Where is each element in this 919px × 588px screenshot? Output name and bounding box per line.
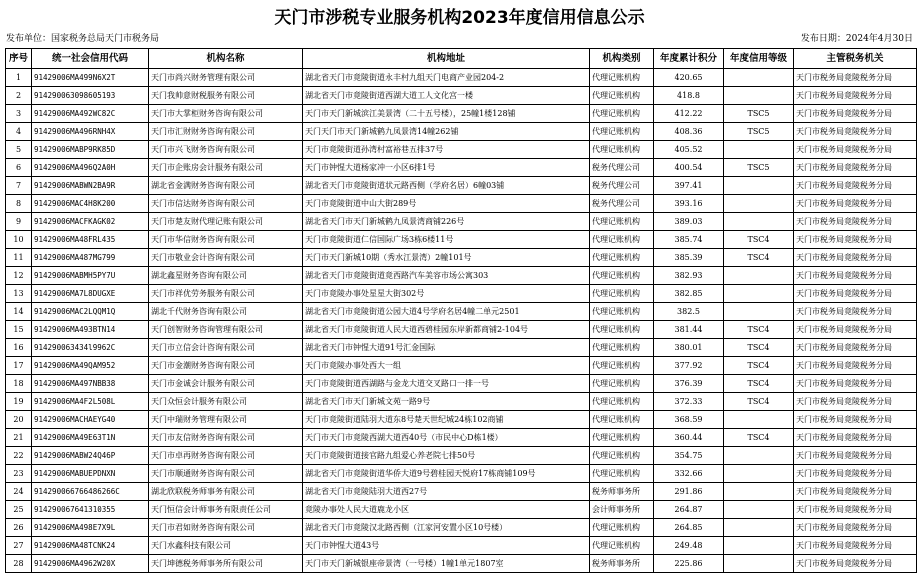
cell-org-name: 天门市信达财务咨询有限公司 — [149, 195, 303, 213]
cell-tax-authority: 天门市税务局竟陵税务分局 — [794, 303, 917, 321]
cell-credit-code: 91429006MA492WC82C — [32, 105, 149, 123]
cell-category: 代理记账机构 — [590, 285, 654, 303]
cell-tax-authority: 天门市税务局竟陵税务分局 — [794, 375, 917, 393]
cell-index: 13 — [6, 285, 32, 303]
cell-tax-authority: 天门市税务局竟陵税务分局 — [794, 447, 917, 465]
table-row — [6, 123, 917, 141]
cell-address: 湖北省天门市竟陵汉北路西侧（江家河安置小区10号楼） — [303, 519, 590, 537]
table-row — [6, 429, 917, 447]
cell-grade — [724, 519, 794, 537]
cell-credit-code: 91429006MA497NBB38 — [32, 375, 149, 393]
col-header-address: 机构地址 — [303, 49, 590, 69]
cell-grade: TSC4 — [724, 249, 794, 267]
cell-score: 354.75 — [654, 447, 724, 465]
cell-category: 代理记账机构 — [590, 105, 654, 123]
cell-address: 湖北省天门市天门新城文苑一路9号 — [303, 393, 590, 411]
cell-category: 税务师事务所 — [590, 483, 654, 501]
cell-score: 380.01 — [654, 339, 724, 357]
cell-org-name: 天门市大掌柜财务咨询有限公司 — [149, 105, 303, 123]
cell-index: 3 — [6, 105, 32, 123]
cell-org-name: 天门市楚友财代理记账有限公司 — [149, 213, 303, 231]
cell-score: 420.65 — [654, 69, 724, 87]
credit-info-table — [5, 48, 917, 573]
cell-address: 湖北省天门市竟陵街道永丰村九组天门电商产业园204-2 — [303, 69, 590, 87]
cell-score: 393.16 — [654, 195, 724, 213]
cell-tax-authority: 天门市税务局竟陵税务分局 — [794, 429, 917, 447]
cell-grade — [724, 285, 794, 303]
cell-credit-code: 91429006MA4F2L508L — [32, 393, 149, 411]
cell-credit-code: 91429006MABP9RK85D — [32, 141, 149, 159]
col-header-grade: 年度信用等级 — [724, 49, 794, 69]
cell-category: 代理记账机构 — [590, 87, 654, 105]
cell-address: 湖北省天门市竟陵街道状元路西侧（学府名居）6幢03铺 — [303, 177, 590, 195]
cell-index: 19 — [6, 393, 32, 411]
cell-org-name: 湖北欣联税务师事务有限公司 — [149, 483, 303, 501]
cell-credit-code: 914290066766486266C — [32, 483, 149, 501]
cell-tax-authority: 天门市税务局竟陵税务分局 — [794, 231, 917, 249]
cell-category: 代理记账机构 — [590, 393, 654, 411]
cell-tax-authority: 天门市税务局竟陵税务分局 — [794, 141, 917, 159]
cell-index: 16 — [6, 339, 32, 357]
cell-score: 376.39 — [654, 375, 724, 393]
cell-org-name: 天门市兴飞财务咨询有限公司 — [149, 141, 303, 159]
cell-category: 代理记账机构 — [590, 249, 654, 267]
cell-credit-code: 91429006MAC2LQQM1Q — [32, 303, 149, 321]
cell-credit-code: 91429006MA496RNH4X — [32, 123, 149, 141]
cell-tax-authority: 天门市税务局竟陵税务分局 — [794, 87, 917, 105]
cell-index: 22 — [6, 447, 32, 465]
cell-index: 25 — [6, 501, 32, 519]
table-row — [6, 357, 917, 375]
cell-grade — [724, 501, 794, 519]
cell-grade — [724, 177, 794, 195]
cell-address: 天门市天门新城滨江美景湾（二十五号楼），25幢1楼128铺 — [303, 105, 590, 123]
table-row — [6, 69, 917, 87]
table-row — [6, 375, 917, 393]
cell-tax-authority: 天门市税务局竟陵税务分局 — [794, 321, 917, 339]
table-row — [6, 519, 917, 537]
cell-org-name: 天门市顺通财务咨询有限公司 — [149, 465, 303, 483]
cell-org-name: 湖北千代财务咨询有限公司 — [149, 303, 303, 321]
cell-address: 湖北省天门市竟陵街道西湖大道工人文化宫一楼 — [303, 87, 590, 105]
cell-credit-code: 91429006MA499N6X2T — [32, 69, 149, 87]
cell-org-name: 天门市卓再财务咨询有限公司 — [149, 447, 303, 465]
cell-org-name: 天门市尚兴财务管理有限公司 — [149, 69, 303, 87]
cell-index: 17 — [6, 357, 32, 375]
cell-tax-authority: 天门市税务局竟陵税务分局 — [794, 555, 917, 573]
table-row — [6, 447, 917, 465]
cell-category: 税务代理公司 — [590, 195, 654, 213]
cell-grade — [724, 483, 794, 501]
cell-category: 代理记账机构 — [590, 69, 654, 87]
cell-score: 360.44 — [654, 429, 724, 447]
table-row — [6, 213, 917, 231]
cell-score: 264.87 — [654, 501, 724, 519]
cell-org-name: 湖北省金满财务咨询有限公司 — [149, 177, 303, 195]
cell-org-name: 天门市敬业会计咨询有限公司 — [149, 249, 303, 267]
cell-tax-authority: 天门市税务局竟陵税务分局 — [794, 501, 917, 519]
cell-index: 8 — [6, 195, 32, 213]
cell-org-name: 天门市君如财务咨询有限公司 — [149, 519, 303, 537]
col-header-category: 机构类别 — [590, 49, 654, 69]
cell-grade: TSC4 — [724, 321, 794, 339]
cell-score: 372.33 — [654, 393, 724, 411]
cell-grade — [724, 537, 794, 555]
cell-score: 412.22 — [654, 105, 724, 123]
table-row — [6, 465, 917, 483]
cell-credit-code: 91429006MA496Q2A0H — [32, 159, 149, 177]
cell-index: 7 — [6, 177, 32, 195]
cell-grade: TSC5 — [724, 105, 794, 123]
cell-address: 湖北省天门市竟陵陆羽大道西27号 — [303, 483, 590, 501]
cell-address: 天门市竟陵街道西湖路与金龙大道交叉路口一排一号 — [303, 375, 590, 393]
cell-index: 28 — [6, 555, 32, 573]
cell-credit-code: 914290067641310355 — [32, 501, 149, 519]
cell-index: 14 — [6, 303, 32, 321]
cell-credit-code: 91429006MACHAEYG40 — [32, 411, 149, 429]
cell-address: 天门市竟陵街道仁信国际广场3栋6楼11号 — [303, 231, 590, 249]
publisher-label: 发布单位：国家税务总局天门市税务局 — [6, 34, 160, 44]
cell-category: 代理记账机构 — [590, 141, 654, 159]
cell-grade: TSC4 — [724, 375, 794, 393]
cell-org-name: 天门中瑞财务管理有限公司 — [149, 411, 303, 429]
table-row — [6, 393, 917, 411]
cell-score: 408.36 — [654, 123, 724, 141]
cell-address: 天门市竟陵办事处西大一组 — [303, 357, 590, 375]
cell-grade: TSC4 — [724, 393, 794, 411]
cell-org-name: 天门坤德税务师事务所有限公司 — [149, 555, 303, 573]
cell-category: 代理记账机构 — [590, 339, 654, 357]
cell-grade — [724, 213, 794, 231]
cell-address: 湖北省天门市竟陵街道竟西路汽车美容市场公寓303 — [303, 267, 590, 285]
cell-tax-authority: 天门市税务局竟陵税务分局 — [794, 357, 917, 375]
cell-grade — [724, 69, 794, 87]
cell-category: 税务代理公司 — [590, 177, 654, 195]
cell-org-name: 天门市祥优劳务服务有限公司 — [149, 285, 303, 303]
table-row — [6, 105, 917, 123]
table-row — [6, 87, 917, 105]
cell-credit-code: 91429006MA48TCNK24 — [32, 537, 149, 555]
cell-credit-code: 91429006MABUEPDNXN — [32, 465, 149, 483]
cell-tax-authority: 天门市税务局竟陵税务分局 — [794, 285, 917, 303]
cell-category: 代理记账机构 — [590, 465, 654, 483]
cell-tax-authority: 天门市税务局竟陵税务分局 — [794, 123, 917, 141]
cell-score: 400.54 — [654, 159, 724, 177]
cell-org-name: 天门市企账房会计服务有限公司 — [149, 159, 303, 177]
cell-grade — [724, 411, 794, 429]
cell-address: 湖北省天门市天门新城鹤九凤景湾商铺226号 — [303, 213, 590, 231]
cell-address: 天门市天门新城10期（秀水江景湾）2幢101号 — [303, 249, 590, 267]
cell-index: 6 — [6, 159, 32, 177]
table-row — [6, 159, 917, 177]
cell-index: 12 — [6, 267, 32, 285]
cell-org-name: 天门市金诚会计服务有限公司 — [149, 375, 303, 393]
cell-credit-code: 91429006MA49E63T1N — [32, 429, 149, 447]
cell-address: 竟陵办事处人民大道鹿龙小区 — [303, 501, 590, 519]
cell-tax-authority: 天门市税务局竟陵税务分局 — [794, 249, 917, 267]
cell-address: 天门市天门市竟陵西湖大道西40号（市民中心D栋1楼） — [303, 429, 590, 447]
cell-address: 天门市竟陵街道接官路九组爱心养老院七排50号 — [303, 447, 590, 465]
cell-score: 382.85 — [654, 285, 724, 303]
cell-credit-code: 91429006MA7L8DUGXE — [32, 285, 149, 303]
cell-address: 天门市天门新城银座帝景湾（一号楼）1幢1单元1807室 — [303, 555, 590, 573]
cell-score: 225.86 — [654, 555, 724, 573]
cell-credit-code: 91429006MABWN2BA9R — [32, 177, 149, 195]
cell-score: 291.86 — [654, 483, 724, 501]
cell-credit-code: 91429006MA487MG799 — [32, 249, 149, 267]
cell-grade — [724, 195, 794, 213]
table-row — [6, 249, 917, 267]
cell-address: 天门天门市天门新城鹤九凤景湾14幢262铺 — [303, 123, 590, 141]
cell-grade — [724, 141, 794, 159]
cell-index: 23 — [6, 465, 32, 483]
col-header-index: 序号 — [6, 49, 32, 69]
cell-index: 24 — [6, 483, 32, 501]
table-row — [6, 555, 917, 573]
cell-credit-code: 91429006MA4962W20X — [32, 555, 149, 573]
cell-score: 385.74 — [654, 231, 724, 249]
cell-tax-authority: 天门市税务局竟陵税务分局 — [794, 267, 917, 285]
cell-tax-authority: 天门市税务局竟陵税务分局 — [794, 69, 917, 87]
cell-category: 代理记账机构 — [590, 519, 654, 537]
cell-score: 385.39 — [654, 249, 724, 267]
table-row — [6, 537, 917, 555]
cell-grade: TSC5 — [724, 159, 794, 177]
cell-category: 代理记账机构 — [590, 303, 654, 321]
cell-grade: TSC4 — [724, 231, 794, 249]
cell-address: 天门市钟惺大道杨家冲一小区6排1号 — [303, 159, 590, 177]
cell-index: 1 — [6, 69, 32, 87]
cell-org-name: 天门我帅意财税服务有限公司 — [149, 87, 303, 105]
cell-tax-authority: 天门市税务局竟陵税务分局 — [794, 195, 917, 213]
table-row — [6, 303, 917, 321]
cell-org-name: 天门市立信会计咨询有限公司 — [149, 339, 303, 357]
cell-index: 10 — [6, 231, 32, 249]
cell-tax-authority: 天门市税务局竟陵税务分局 — [794, 213, 917, 231]
cell-address: 天门市竟陵街道陆羽大道东8号楚天世纪城24栋102商铺 — [303, 411, 590, 429]
cell-index: 9 — [6, 213, 32, 231]
cell-category: 代理记账机构 — [590, 411, 654, 429]
cell-category: 代理记账机构 — [590, 231, 654, 249]
publish-date-label: 发布日期：2024年4月30日 — [800, 34, 913, 44]
cell-score: 377.92 — [654, 357, 724, 375]
cell-score: 389.03 — [654, 213, 724, 231]
cell-address: 天门市钟惺大道43号 — [303, 537, 590, 555]
cell-category: 税务代理公司 — [590, 159, 654, 177]
cell-grade — [724, 447, 794, 465]
cell-tax-authority: 天门市税务局竟陵税务分局 — [794, 519, 917, 537]
cell-address: 湖北省天门市竟陵街道华侨大道9号碧桂园天悦府17栋商铺109号 — [303, 465, 590, 483]
cell-score: 332.66 — [654, 465, 724, 483]
cell-tax-authority: 天门市税务局竟陵税务分局 — [794, 105, 917, 123]
cell-score: 397.41 — [654, 177, 724, 195]
cell-category: 代理记账机构 — [590, 123, 654, 141]
cell-org-name: 天门市华信财务咨询有限公司 — [149, 231, 303, 249]
cell-credit-code: 914290063434l9962C — [32, 339, 149, 357]
cell-tax-authority: 天门市税务局竟陵税务分局 — [794, 483, 917, 501]
cell-category: 税务师事务所 — [590, 555, 654, 573]
cell-credit-code: 914290063098605193 — [32, 87, 149, 105]
table-row — [6, 141, 917, 159]
cell-category: 代理记账机构 — [590, 267, 654, 285]
cell-score: 382.93 — [654, 267, 724, 285]
cell-address: 湖北省天门市竟陵街道人民大道西碧桂园东岸新都商铺2-104号 — [303, 321, 590, 339]
cell-grade — [724, 465, 794, 483]
cell-org-name: 天门市金潮财务咨询有限公司 — [149, 357, 303, 375]
cell-tax-authority: 天门市税务局竟陵税务分局 — [794, 465, 917, 483]
cell-category: 代理记账机构 — [590, 429, 654, 447]
cell-credit-code: 91429006MABMH5PY7U — [32, 267, 149, 285]
table-row — [6, 231, 917, 249]
cell-org-name: 天门市汇财财务咨询有限公司 — [149, 123, 303, 141]
table-row — [6, 177, 917, 195]
col-header-score: 年度累计积分 — [654, 49, 724, 69]
cell-credit-code: 91429006MA493BTN14 — [32, 321, 149, 339]
cell-score: 264.85 — [654, 519, 724, 537]
cell-index: 2 — [6, 87, 32, 105]
cell-index: 21 — [6, 429, 32, 447]
cell-index: 27 — [6, 537, 32, 555]
cell-index: 18 — [6, 375, 32, 393]
cell-score: 418.8 — [654, 87, 724, 105]
cell-index: 15 — [6, 321, 32, 339]
cell-category: 代理记账机构 — [590, 375, 654, 393]
cell-grade: TSC4 — [724, 339, 794, 357]
cell-category: 代理记账机构 — [590, 357, 654, 375]
cell-address: 湖北省天门市钟惺大道91号汇金国际 — [303, 339, 590, 357]
table-row — [6, 267, 917, 285]
cell-credit-code: 91429006MA48FRL435 — [32, 231, 149, 249]
cell-credit-code: 91429006MAC4H8K200 — [32, 195, 149, 213]
cell-credit-code: 91429006MACFKAGK02 — [32, 213, 149, 231]
cell-category: 代理记账机构 — [590, 321, 654, 339]
table-body — [6, 69, 917, 573]
cell-tax-authority: 天门市税务局竟陵税务分局 — [794, 411, 917, 429]
cell-org-name: 天门众恒会计服务有限公司 — [149, 393, 303, 411]
cell-address: 天门市竟陵街道孙湾村富裕巷五排37号 — [303, 141, 590, 159]
cell-credit-code: 91429006MA49QAM952 — [32, 357, 149, 375]
cell-category: 会计师事务所 — [590, 501, 654, 519]
cell-category: 代理记账机构 — [590, 447, 654, 465]
cell-tax-authority: 天门市税务局竟陵税务分局 — [794, 393, 917, 411]
table-header-row — [6, 49, 917, 69]
cell-score: 249.48 — [654, 537, 724, 555]
cell-address: 天门市竟陵街道中山大街289号 — [303, 195, 590, 213]
cell-credit-code: 91429006MABW24Q46P — [32, 447, 149, 465]
table-row — [6, 321, 917, 339]
cell-index: 11 — [6, 249, 32, 267]
cell-category: 代理记账机构 — [590, 537, 654, 555]
cell-index: 26 — [6, 519, 32, 537]
cell-tax-authority: 天门市税务局竟陵税务分局 — [794, 339, 917, 357]
cell-org-name: 天门创智财务咨询管理有限公司 — [149, 321, 303, 339]
cell-index: 5 — [6, 141, 32, 159]
cell-org-name: 天门水鑫科技有限公司 — [149, 537, 303, 555]
cell-org-name: 天门恒信会计师事务有限责任公司 — [149, 501, 303, 519]
cell-tax-authority: 天门市税务局竟陵税务分局 — [794, 177, 917, 195]
cell-org-name: 天门市友信财务咨询有限公司 — [149, 429, 303, 447]
table-row — [6, 411, 917, 429]
cell-grade — [724, 555, 794, 573]
table-row — [6, 195, 917, 213]
table-row — [6, 483, 917, 501]
table-row — [6, 285, 917, 303]
col-header-tax-authority: 主管税务机关 — [794, 49, 917, 69]
cell-score: 405.52 — [654, 141, 724, 159]
col-header-org-name: 机构名称 — [149, 49, 303, 69]
cell-index: 4 — [6, 123, 32, 141]
cell-address: 湖北省天门市竟陵街道公园大道4号学府名居4幢二单元2501 — [303, 303, 590, 321]
cell-grade: TSC4 — [724, 357, 794, 375]
cell-grade — [724, 87, 794, 105]
table-row — [6, 501, 917, 519]
cell-grade: TSC4 — [724, 429, 794, 447]
cell-score: 381.44 — [654, 321, 724, 339]
cell-address: 天门市竟陵办事处星星大街302号 — [303, 285, 590, 303]
cell-grade — [724, 303, 794, 321]
cell-grade — [724, 267, 794, 285]
cell-tax-authority: 天门市税务局竟陵税务分局 — [794, 537, 917, 555]
cell-index: 20 — [6, 411, 32, 429]
cell-grade: TSC5 — [724, 123, 794, 141]
cell-score: 382.5 — [654, 303, 724, 321]
col-header-credit-code: 统一社会信用代码 — [32, 49, 149, 69]
page-title: 天门市涉税专业服务机构2023年度信用信息公示 — [274, 8, 645, 28]
cell-credit-code: 91429006MA498E7X9L — [32, 519, 149, 537]
cell-org-name: 湖北鑫星财务咨询有限公司 — [149, 267, 303, 285]
cell-tax-authority: 天门市税务局竟陵税务分局 — [794, 159, 917, 177]
cell-category: 代理记账机构 — [590, 213, 654, 231]
table-row — [6, 339, 917, 357]
cell-score: 368.59 — [654, 411, 724, 429]
